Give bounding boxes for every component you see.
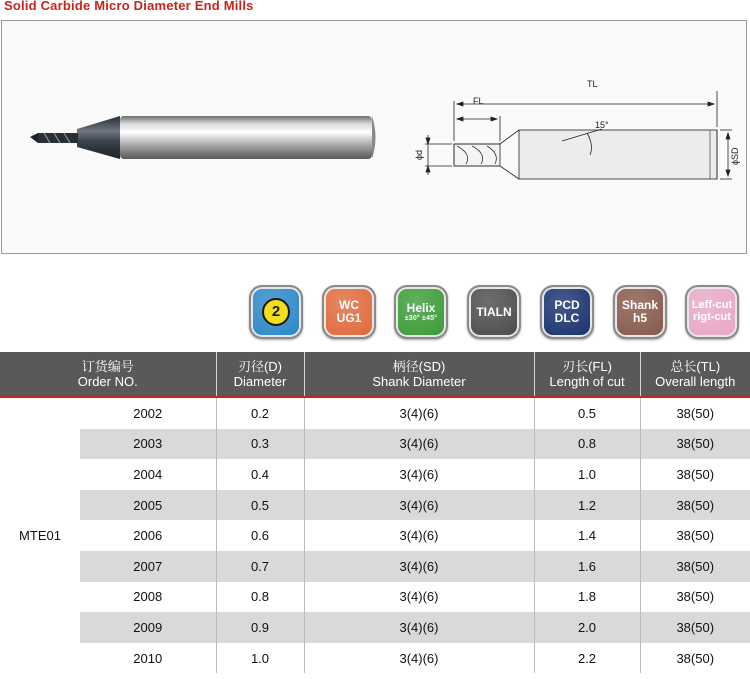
badge-line2: ±30° ±45° bbox=[404, 314, 438, 322]
table-header-row bbox=[0, 352, 750, 397]
length-of-cut-cell: 2.0 bbox=[534, 612, 640, 643]
table-row bbox=[0, 612, 750, 643]
badge-line2: rigt-cut bbox=[693, 311, 731, 323]
order-no-cell: 2002 bbox=[133, 405, 163, 421]
shank-diameter-cell: 3(4)(6) bbox=[304, 551, 534, 582]
header-diameter: 刃径(D) Diameter bbox=[216, 352, 304, 397]
wc-ug1-icon bbox=[322, 285, 376, 339]
table-row bbox=[0, 490, 750, 521]
shank-diameter-cell: 3(4)(6) bbox=[304, 612, 534, 643]
shank-diameter-cell: 3(4)(6) bbox=[304, 582, 534, 613]
order-no-cell: 2008 bbox=[133, 589, 163, 605]
overall-length-cell: 38(50) bbox=[640, 643, 750, 674]
feature-badges bbox=[0, 285, 750, 341]
table-body bbox=[0, 397, 750, 673]
badge-line1: PCD bbox=[554, 298, 580, 313]
product-image-panel bbox=[1, 20, 747, 254]
shank-diameter-cell: 3(4)(6) bbox=[304, 520, 534, 551]
sd-label: ϕSD bbox=[730, 147, 740, 165]
order-no-cell: 2007 bbox=[80, 551, 216, 582]
badge-line2: UG1 bbox=[336, 311, 362, 325]
shank-diameter-cell: 3(4)(6) bbox=[304, 490, 534, 521]
header-length-of-cut: 刃长(FL) Length of cut bbox=[534, 352, 640, 397]
series-cell bbox=[0, 397, 80, 673]
order-no-cell: 2009 bbox=[80, 612, 216, 643]
specification-table bbox=[0, 352, 750, 673]
order-no-cell: 2010 bbox=[133, 650, 163, 666]
d-label: ϕd bbox=[414, 149, 424, 160]
series-label: MTE01 bbox=[19, 528, 61, 544]
left-right-cut-icon bbox=[685, 285, 739, 339]
shank-diameter-cell: 3(4)(6) bbox=[304, 459, 534, 490]
diameter-cell: 0.6 bbox=[216, 520, 304, 551]
helix-icon bbox=[394, 285, 448, 339]
length-of-cut-cell: 0.8 bbox=[534, 429, 640, 460]
tl-label: TL bbox=[587, 79, 598, 89]
length-of-cut-cell: 1.0 bbox=[534, 459, 640, 490]
table-row bbox=[0, 397, 750, 429]
table-row bbox=[0, 551, 750, 582]
badge-line1: WC bbox=[339, 298, 359, 313]
diameter-cell: 0.4 bbox=[216, 459, 304, 490]
flute-count: 2 bbox=[262, 298, 290, 326]
order-no-cell: 2005 bbox=[80, 490, 216, 521]
overall-length-cell: 38(50) bbox=[640, 551, 750, 582]
overall-length-cell: 38(50) bbox=[640, 397, 750, 429]
table-row bbox=[0, 643, 750, 674]
diameter-cell: 0.3 bbox=[216, 429, 304, 460]
angle-label: 15° bbox=[595, 120, 609, 130]
length-of-cut-cell: 1.6 bbox=[534, 551, 640, 582]
order-no-cell: 2004 bbox=[133, 466, 163, 482]
order-no-cell: 2006 bbox=[133, 528, 163, 544]
order-no-cell: 2003 bbox=[80, 429, 216, 460]
length-of-cut-cell: 0.5 bbox=[534, 397, 640, 429]
diameter-cell: 0.7 bbox=[216, 551, 304, 582]
shank-diameter-cell: 3(4)(6) bbox=[304, 429, 534, 460]
header-shank-diameter: 柄径(SD) Shank Diameter bbox=[304, 352, 534, 397]
diameter-cell: 0.5 bbox=[216, 490, 304, 521]
length-of-cut-cell: 2.2 bbox=[534, 643, 640, 674]
table-row bbox=[0, 429, 750, 460]
header-order-no: 订货编号 Order NO. bbox=[0, 352, 216, 397]
badge-line1: TIALN bbox=[476, 304, 512, 319]
length-of-cut-cell: 1.8 bbox=[534, 582, 640, 613]
diameter-cell: 0.8 bbox=[216, 582, 304, 613]
badge-line1: Shank bbox=[621, 298, 658, 313]
shank-diameter-cell: 3(4)(6) bbox=[304, 397, 534, 429]
overall-length-cell: 38(50) bbox=[640, 459, 750, 490]
overall-length-cell: 38(50) bbox=[640, 490, 750, 521]
pcd-dlc-icon bbox=[540, 285, 594, 339]
page-title: Solid Carbide Micro Diameter End Mills bbox=[4, 0, 254, 13]
tialn-icon bbox=[467, 285, 521, 339]
length-of-cut-cell: 1.2 bbox=[534, 490, 640, 521]
diameter-cell: 0.9 bbox=[216, 612, 304, 643]
shank-diameter-cell: 3(4)(6) bbox=[304, 643, 534, 674]
badge-line2: DLC bbox=[554, 311, 580, 325]
shank-h5-icon bbox=[613, 285, 667, 339]
technical-drawing bbox=[425, 91, 732, 179]
length-of-cut-cell: 1.4 bbox=[534, 520, 640, 551]
badge-line2: h5 bbox=[632, 311, 647, 325]
header-overall-length: 总长(TL) Overall length bbox=[640, 352, 750, 397]
overall-length-cell: 38(50) bbox=[640, 429, 750, 460]
fl-label: FL bbox=[473, 96, 484, 106]
table-row bbox=[0, 520, 750, 551]
two-flute-icon bbox=[249, 285, 303, 339]
end-mill-illustration bbox=[2, 21, 748, 255]
diameter-cell: 1.0 bbox=[216, 643, 304, 674]
overall-length-cell: 38(50) bbox=[640, 582, 750, 613]
badge-line1: Helix bbox=[406, 301, 436, 316]
table-row bbox=[0, 582, 750, 613]
table-row bbox=[0, 459, 750, 490]
tool-photo bbox=[30, 116, 376, 159]
overall-length-cell: 38(50) bbox=[640, 612, 750, 643]
diameter-cell: 0.2 bbox=[216, 397, 304, 429]
badge-line1: Leff-cut bbox=[691, 299, 733, 312]
overall-length-cell: 38(50) bbox=[640, 520, 750, 551]
